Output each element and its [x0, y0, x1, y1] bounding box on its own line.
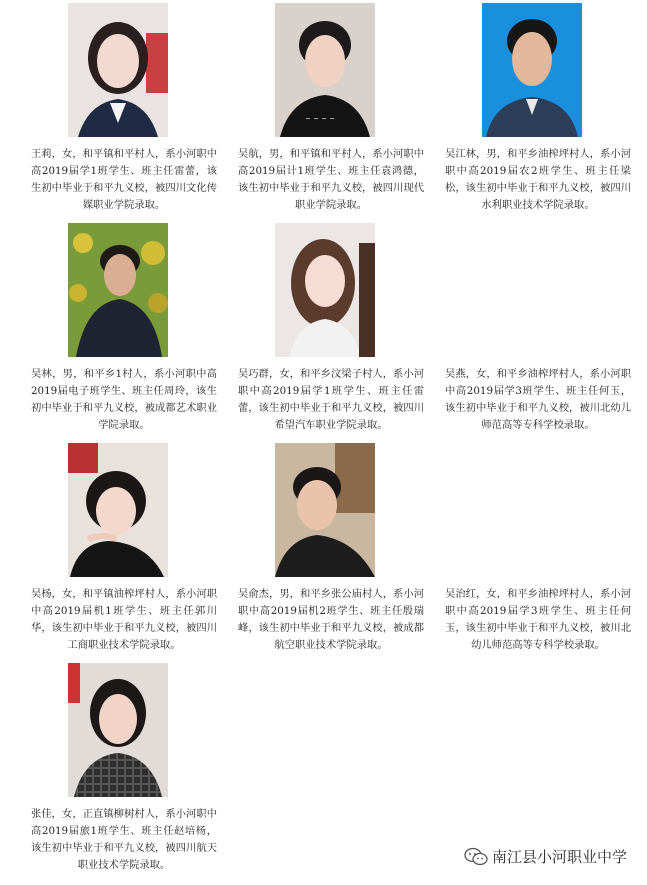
- profile-caption: 吴巧群，女，和平乡汶梁子村人，系小河职中高2019届学1班学生、班主任雷蕾，该生初中毕业于和平九义校，被四川希望汽车职业学院录取。: [238, 368, 424, 431]
- student-photo: [275, 443, 375, 577]
- student-photo: [68, 3, 168, 137]
- profile-caption: 吴杨，女，和平镇油榨坪村人，系小河职中高2019届机1班学生、班主任郭川华，该生初中毕业于和平九义校，被四川工商职业技术学院录取。: [31, 588, 217, 651]
- student-photo: [482, 3, 582, 137]
- watermark-text: 南江县小河职业中学: [491, 848, 627, 866]
- profile-caption: 吴治红，女，和平乡油榨坪村人，系小河职中高2019届学3班学生、班主任何玉，该生初中毕业于和平九义校，被川北幼儿师范高等专科学校录取。: [445, 588, 631, 651]
- account-watermark: [464, 846, 627, 867]
- student-photo: [68, 443, 168, 577]
- profile-caption: 吴林，男，和平乡1村人，系小河职中高2019届电子班学生、班主任周玲，该生初中毕业于和平九义校，被成都艺术职业学院录取。: [31, 368, 217, 431]
- svg-text:~ ~ ~ ~: ~ ~ ~ ~: [305, 115, 336, 123]
- student-photo: [68, 223, 168, 357]
- profile-caption: 王莉，女，和平镇和平村人，系小河职中高2019届学1班学生、班主任雷蕾，该生初中毕业于和平九义校，被四川文化传媒职业学院录取。: [31, 148, 217, 211]
- wechat-icon: [464, 847, 488, 867]
- profile-caption: 张佳，女，正直镇柳树村人，系小河职中高2019届旅1班学生、班主任赵培杨，该生初中毕业于和平九义校，被四川航天职业技术学院录取。: [31, 808, 217, 871]
- profile-caption: 吴燕，女，和平乡油榨坪村人，系小河职中高2019届学3班学生、班主任何玉，该生初中毕业于和平九义校，被川北幼儿师范高等专科学校录取。: [445, 368, 631, 431]
- student-photo: [68, 663, 168, 797]
- student-photo: [275, 223, 375, 357]
- profile-caption: 吴航，男，和平镇和平村人，系小河职中高2019届计1班学生、班主任袁鸿德，该生初中毕业于和平九义校，被四川现代职业学院录取。: [238, 148, 424, 211]
- profile-caption: 吴江林，男，和平乡油榨坪村人，系小河职中高2019届农2班学生、班主任梁松，该生初中毕业于和平九义校，被四川水利职业技术学院录取。: [445, 148, 631, 211]
- student-photo: [275, 3, 375, 137]
- profile-caption: 吴俞杰，男，和平乡张公庙村人，系小河职中高2019届机2班学生、班主任殷瑞峰，该生初中毕业于和平九义校，被成都航空职业技术学院录取。: [238, 588, 424, 651]
